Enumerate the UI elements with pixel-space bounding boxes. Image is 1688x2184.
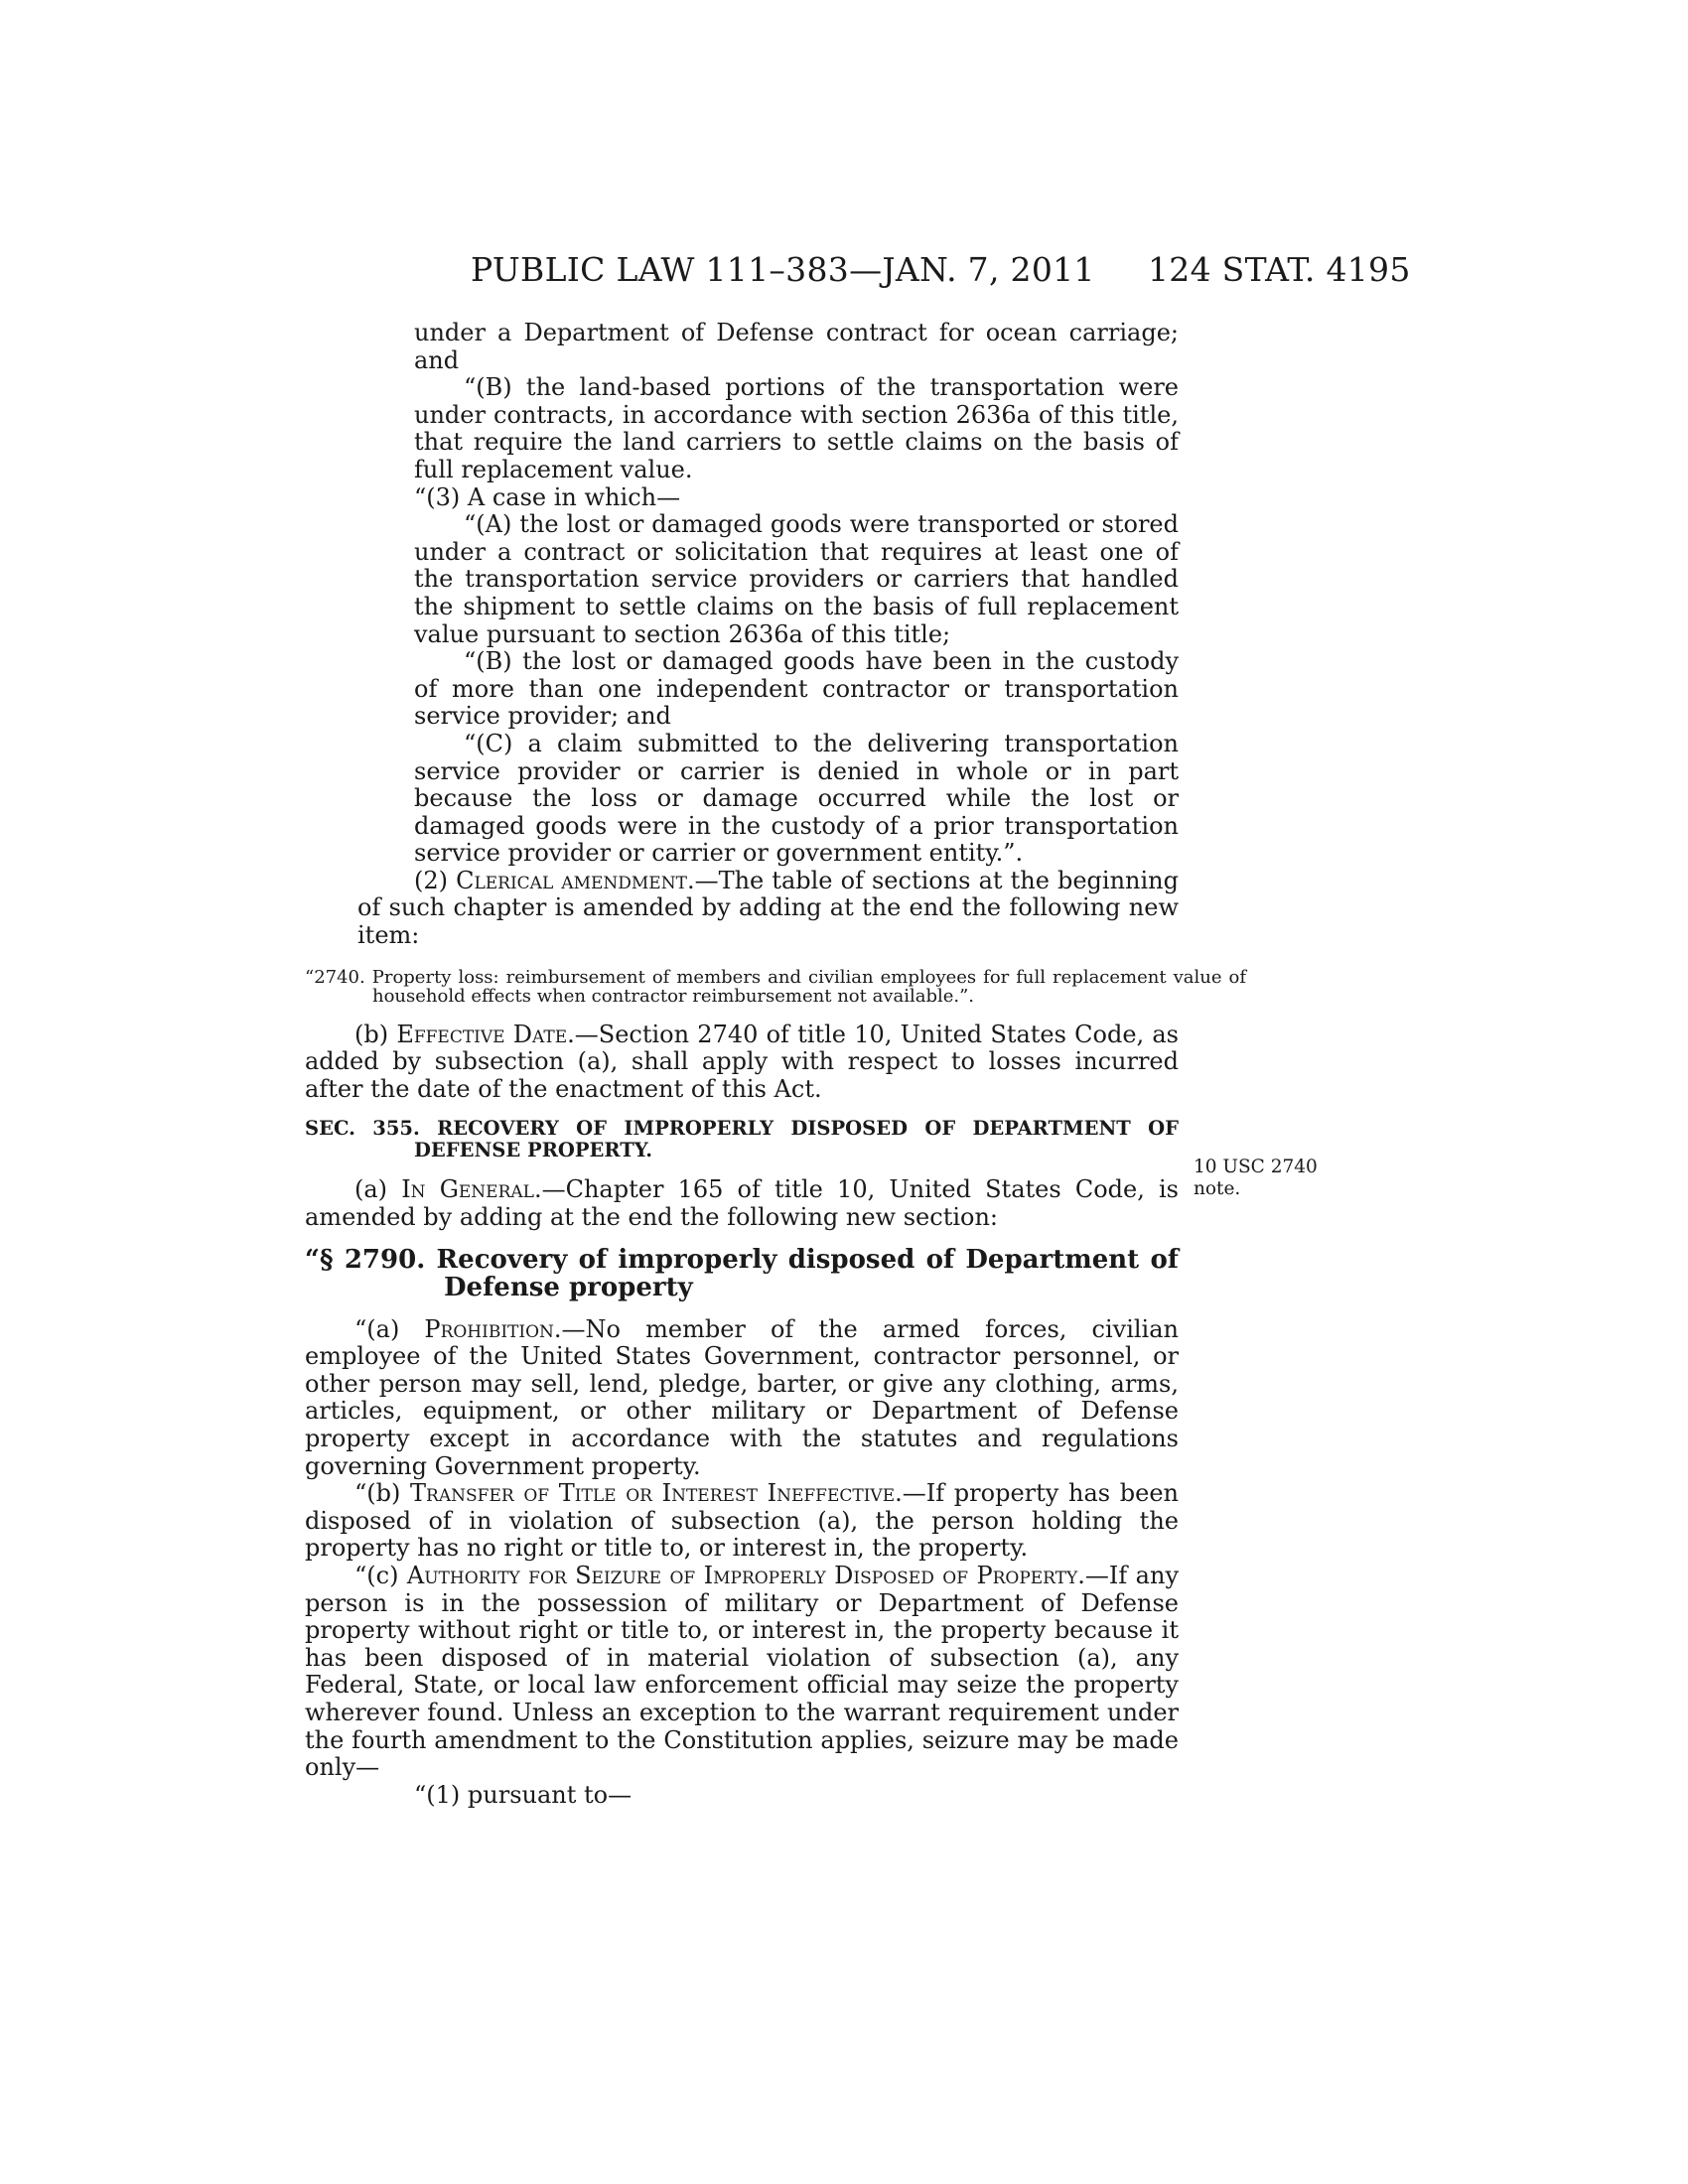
- subsection-heading: Clerical amendment: [456, 866, 687, 894]
- subsection-text: .—If property has been disposed of in violation of subsection (a), the person holding the property has no right or title to, or interest in, the property.: [305, 1479, 1180, 1563]
- table-of-sections-item: “2740. Property loss: reimbursement of members and civilian employees for full replacement value of household effects when contractor reimbursement not available.”.: [305, 966, 1246, 1008]
- subsection-number: “(a): [354, 1314, 425, 1343]
- margin-citation-line: 10 USC 2740: [1194, 1157, 1318, 1177]
- subsection-number: “(c): [354, 1561, 407, 1589]
- paragraph-ocean-carriage: under a Department of Defense contract for ocean carriage; and: [414, 319, 1179, 374]
- subsection-text: .—The table of sections at the beginning of such chapter is amended by adding at the end the following new item:: [357, 866, 1179, 950]
- paragraph-prohibition: [305, 1316, 1179, 1481]
- paragraph-in-general: [305, 1176, 1179, 1231]
- section-355-heading: SEC. 355. RECOVERY OF IMPROPERLY DISPOSED OF DEPARTMENT OF DEFENSE PROPERTY.: [305, 1117, 1179, 1162]
- paragraph-b-land-based: “(B) the land-based portions of the transportation were under contracts, in accordance with section 2636a of this title, that require the land carriers to settle claims on the basis of full replacement value.: [414, 373, 1179, 483]
- running-header-stat: 124 STAT. 4195: [1148, 250, 1411, 289]
- subsection-number: (2): [414, 866, 457, 894]
- subsection-text: .—Chapter 165 of title 10, United States Code, is amended by adding at the end the following new section:: [305, 1175, 1179, 1232]
- margin-citation-line: note.: [1194, 1178, 1241, 1199]
- paragraph-authority-for-seizure: [305, 1563, 1179, 1782]
- subsection-number: “(b): [354, 1479, 411, 1508]
- subsection-heading: Effective Date: [396, 1020, 568, 1048]
- paragraph-effective-date: [305, 1022, 1179, 1104]
- subsection-number: (b): [354, 1020, 397, 1048]
- paragraph-3-case: “(3) A case in which—: [414, 482, 681, 511]
- subsection-text: .—No member of the armed forces, civilian employee of the United States Government, contractor personnel, or other person may sell, lend, pledge, barter, or give any clothing, arms, articles, equipment, or other military or Department of Defense property except in accordance with the statutes and regulations governing Government property.: [305, 1314, 1180, 1480]
- paragraph-clerical-amendment: [305, 868, 1179, 950]
- paragraph-transfer-of-title: [305, 1480, 1179, 1563]
- running-header-law: PUBLIC LAW 111–383—JAN. 7, 2011: [471, 250, 1095, 289]
- paragraph-pursuant-to: “(1) pursuant to—: [414, 1780, 633, 1809]
- subsection-text: .—If any person is in the possession of military or Department of Defense property without right or title to, or interest in, the property because it has been disposed of in material violation of subsection (a), any Federal, State, or local law enforcement official may seize the property wherever found. Unless an exception to the warrant requirement under the fourth amendment to the Constitution applies, seizure may be made only—: [305, 1561, 1179, 1782]
- subsection-heading: Authority for Seizure of Improperly Disposed of Property: [406, 1561, 1078, 1589]
- subsection-number: (a): [354, 1175, 402, 1204]
- subsection-heading: Transfer of Title or Interest Ineffective: [410, 1479, 896, 1508]
- margin-citation-note: [1194, 1157, 1318, 1200]
- paragraph-a-lost-goods: “(A) the lost or damaged goods were transported or stored under a contract or solicitation that requires at least one of the transportation service providers or carriers that handled the shipment to settle claims on the basis of full replacement value pursuant to section 2636a of this title;: [414, 510, 1179, 648]
- subsection-heading: In General: [401, 1175, 534, 1204]
- paragraph-c-claim: “(C) a claim submitted to the delivering transportation service provider or carrier is denied in whole or in part because the loss or damage occurred while the lost or damaged goods were in the custody of a prior transportation service provider or carrier or government entity.”.: [414, 729, 1179, 868]
- subsection-text: .—Section 2740 of title 10, United States Code, as added by subsection (a), shall apply with respect to losses incurred after the date of the enactment of this Act.: [305, 1020, 1179, 1103]
- subsection-heading: Prohibition: [424, 1314, 554, 1343]
- section-2790-heading: “§ 2790. Recovery of improperly disposed of Department of Defense property: [305, 1244, 1179, 1302]
- paragraph-b-custody: “(B) the lost or damaged goods have been in the custody of more than one independent contractor or transportation service provider; and: [414, 647, 1179, 731]
